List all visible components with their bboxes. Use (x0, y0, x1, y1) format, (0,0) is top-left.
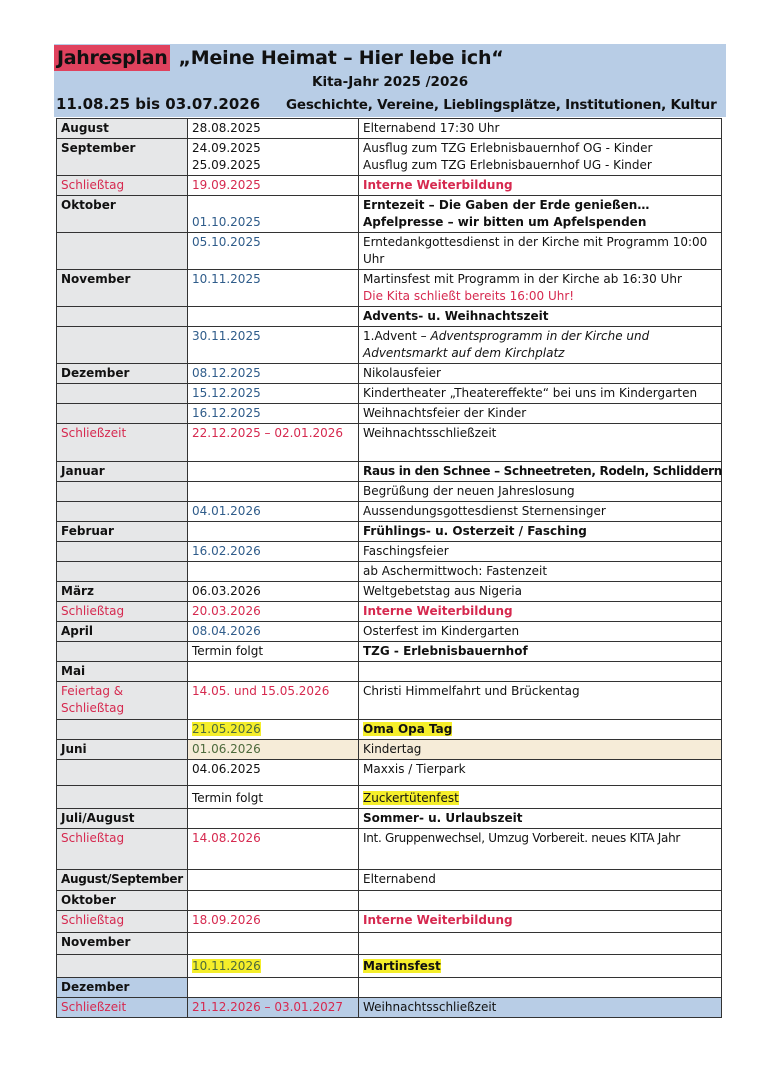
date-line: 24.09.2025 (192, 141, 261, 155)
highlighted-date: 10.11.2026 (192, 958, 261, 973)
event-cell: Int. Gruppenwechsel, Umzug Vorbereit. neues KITA Jahr (359, 829, 722, 870)
date-cell: 22.12.2025 – 02.01.2026 (188, 424, 359, 462)
event-cell: Kindertheater „Theatereffekte“ bei uns im Kindergarten (359, 384, 722, 404)
date-cell: 01.10.2025 (188, 196, 359, 233)
table-row (57, 542, 722, 562)
month-cell: Januar (57, 462, 188, 482)
month-cell: Mai (57, 662, 188, 682)
event-cell (359, 933, 722, 955)
month-cell (57, 720, 188, 740)
date-cell (188, 870, 359, 891)
date-cell: 19.09.2025 (188, 176, 359, 196)
event-detail: Adventsprogramm in der Kirche und Adventsmarkt auf dem Kirchplatz (363, 329, 650, 360)
date-cell: 21.12.2026 – 03.01.2027 (188, 998, 359, 1018)
event-cell (359, 327, 722, 364)
event-cell: ab Aschermittwoch: Fastenzeit (359, 562, 722, 582)
date-cell: 01.06.2026 (188, 740, 359, 760)
table-row (57, 720, 722, 740)
month-cell: August (57, 119, 188, 139)
event-cell (359, 978, 722, 998)
month-cell: Juni (57, 740, 188, 760)
table-row (57, 364, 722, 384)
table-row (57, 404, 722, 424)
month-cell: Schließtag (57, 911, 188, 933)
date-line: 25.09.2025 (192, 158, 261, 172)
month-cell: Oktober (57, 891, 188, 911)
table-row (57, 809, 722, 829)
month-cell: Schließtag (57, 176, 188, 196)
month-cell: Dezember (57, 364, 188, 384)
event-cell: Advents- u. Weihnachtszeit (359, 307, 722, 327)
table-row (57, 911, 722, 933)
table-row (57, 384, 722, 404)
event-line: Ausflug zum TZG Erlebnisbauernhof UG - Kinder (363, 158, 652, 172)
event-cell (359, 662, 722, 682)
date-cell (188, 720, 359, 740)
month-cell: November (57, 933, 188, 955)
date-cell: 08.12.2025 (188, 364, 359, 384)
table-row (57, 562, 722, 582)
date-cell (188, 662, 359, 682)
event-cell: Nikolausfeier (359, 364, 722, 384)
event-cell: Weihnachtsfeier der Kinder (359, 404, 722, 424)
month-cell: Schließzeit (57, 424, 188, 462)
date-cell (188, 482, 359, 502)
table-row (57, 870, 722, 891)
table-row (57, 307, 722, 327)
table-row (57, 582, 722, 602)
date-cell: 18.09.2026 (188, 911, 359, 933)
table-row (57, 327, 722, 364)
month-cell: Juli/August (57, 809, 188, 829)
date-cell (188, 809, 359, 829)
event-cell: Weihnachtsschließzeit (359, 424, 722, 462)
date-cell: 06.03.2026 (188, 582, 359, 602)
event-cell: Maxxis / Tierpark (359, 760, 722, 786)
event-cell: Kindertag (359, 740, 722, 760)
period: 11.08.25 bis 03.07.2026 (56, 95, 261, 113)
date-cell (188, 562, 359, 582)
month-cell (57, 562, 188, 582)
table-row (57, 233, 722, 270)
table-row (57, 270, 722, 307)
month-cell: Feiertag & Schließtag (57, 682, 188, 720)
event-cell: Elternabend 17:30 Uhr (359, 119, 722, 139)
event-line: Martinsfest mit Programm in der Kirche ab 16:30 Uhr (363, 272, 682, 286)
kita-year: Kita-Jahr 2025 /2026 (312, 74, 469, 90)
event-cell: Aussendungsgottesdienst Sternensinger (359, 502, 722, 522)
event-line: Erntezeit – Die Gaben der Erde genießen… (363, 198, 650, 212)
date-cell (188, 522, 359, 542)
event-line: Ausflug zum TZG Erlebnisbauernhof OG - Kinder (363, 141, 653, 155)
month-cell (57, 307, 188, 327)
date-cell: 16.12.2025 (188, 404, 359, 424)
month-cell (57, 786, 188, 809)
month-cell (57, 542, 188, 562)
event-prefix: 1.Advent – (363, 329, 431, 343)
table-row (57, 139, 722, 176)
event-cell: Elternabend (359, 870, 722, 891)
date-cell: 16.02.2026 (188, 542, 359, 562)
table-row (57, 978, 722, 998)
month-cell (57, 384, 188, 404)
table-row (57, 933, 722, 955)
event-cell (359, 786, 722, 809)
table-row (57, 482, 722, 502)
event-cell (359, 270, 722, 307)
event-cell: Sommer- u. Urlaubszeit (359, 809, 722, 829)
table-row (57, 642, 722, 662)
event-line: Apfelpresse – wir bitten um Apfelspenden (363, 215, 647, 229)
date-cell (188, 978, 359, 998)
table-row (57, 829, 722, 870)
event-cell: Frühlings- u. Osterzeit / Fasching (359, 522, 722, 542)
table-row (57, 955, 722, 978)
table-row (57, 196, 722, 233)
table-row (57, 740, 722, 760)
month-cell: Schließtag (57, 602, 188, 622)
month-cell (57, 482, 188, 502)
date-cell: 14.08.2026 (188, 829, 359, 870)
event-cell (359, 720, 722, 740)
title-tag: Jahresplan (54, 45, 170, 71)
table-row (57, 502, 722, 522)
event-cell: Begrüßung der neuen Jahreslosung (359, 482, 722, 502)
date-cell: 30.11.2025 (188, 327, 359, 364)
event-cell: Interne Weiterbildung (359, 602, 722, 622)
month-cell (57, 642, 188, 662)
date-cell: 10.11.2025 (188, 270, 359, 307)
month-cell (57, 955, 188, 978)
table-row (57, 176, 722, 196)
month-cell (57, 760, 188, 786)
month-cell: April (57, 622, 188, 642)
date-cell (188, 307, 359, 327)
date-cell (188, 933, 359, 955)
table-row (57, 522, 722, 542)
document-title: „Meine Heimat – Hier lebe ich“ (178, 47, 504, 69)
date-cell (188, 891, 359, 911)
highlighted-event: Oma Opa Tag (363, 722, 453, 736)
event-cell (359, 196, 722, 233)
date-cell (188, 955, 359, 978)
table-row (57, 622, 722, 642)
month-cell: Oktober (57, 196, 188, 233)
month-cell (57, 327, 188, 364)
highlighted-event: Martinsfest (363, 958, 441, 973)
event-cell (359, 139, 722, 176)
date-cell: 15.12.2025 (188, 384, 359, 404)
title-line (54, 44, 504, 72)
event-cell: Christi Himmelfahrt und Brückentag (359, 682, 722, 720)
month-cell: Schließtag (57, 829, 188, 870)
date-cell (188, 462, 359, 482)
month-cell (57, 502, 188, 522)
date-cell: Termin folgt (188, 642, 359, 662)
event-cell: Erntedankgottesdienst in der Kirche mit Programm 10:00 Uhr (359, 233, 722, 270)
event-cell: Raus in den Schnee – Schneetreten, Rodeln, Schliddern (359, 462, 722, 482)
date-cell: 14.05. und 15.05.2026 (188, 682, 359, 720)
month-cell: September (57, 139, 188, 176)
table-row (57, 891, 722, 911)
date-cell (188, 139, 359, 176)
topics: Geschichte, Vereine, Lieblingsplätze, Institutionen, Kultur (286, 97, 717, 113)
month-cell (57, 233, 188, 270)
closing-notice: Die Kita schließt bereits 16:00 Uhr! (363, 289, 575, 303)
table-row (57, 462, 722, 482)
table-row (57, 786, 722, 809)
event-cell: Weihnachtsschließzeit (359, 998, 722, 1018)
month-cell: November (57, 270, 188, 307)
month-cell: Dezember (57, 978, 188, 998)
date-cell: 28.08.2025 (188, 119, 359, 139)
month-cell (57, 404, 188, 424)
table-row (57, 119, 722, 139)
table-row (57, 682, 722, 720)
event-cell: Weltgebetstag aus Nigeria (359, 582, 722, 602)
event-cell (359, 955, 722, 978)
event-cell: Interne Weiterbildung (359, 176, 722, 196)
table-row (57, 760, 722, 786)
event-cell: TZG - Erlebnisbauernhof (359, 642, 722, 662)
date-cell: 05.10.2025 (188, 233, 359, 270)
table-row (57, 424, 722, 462)
event-cell: Osterfest im Kindergarten (359, 622, 722, 642)
table-row (57, 662, 722, 682)
event-cell: Faschingsfeier (359, 542, 722, 562)
date-cell: 04.06.2025 (188, 760, 359, 786)
event-cell (359, 891, 722, 911)
highlighted-event: Zuckertütenfest (363, 791, 459, 805)
month-cell: August/September (57, 870, 188, 891)
date-cell: 04.01.2026 (188, 502, 359, 522)
date-cell: 20.03.2026 (188, 602, 359, 622)
annual-plan-table (56, 118, 722, 1018)
event-cell: Interne Weiterbildung (359, 911, 722, 933)
table-row (57, 602, 722, 622)
table-row (57, 998, 722, 1018)
month-cell: Februar (57, 522, 188, 542)
highlighted-date: 21.05.2026 (192, 722, 261, 736)
date-cell: Termin folgt (188, 786, 359, 809)
month-cell: Schließzeit (57, 998, 188, 1018)
document-header (54, 44, 726, 117)
date-cell: 08.04.2026 (188, 622, 359, 642)
month-cell: März (57, 582, 188, 602)
